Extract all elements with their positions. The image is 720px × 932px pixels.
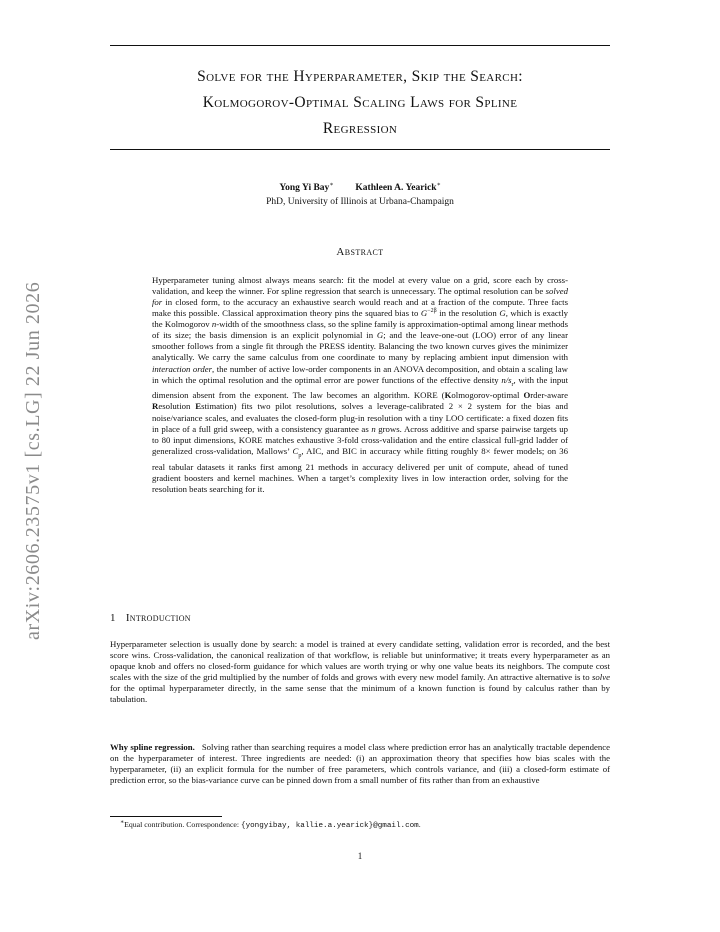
abstract-paragraph: Hyperparameter tuning almost always means search: fit the model at every value on a grid, score each by cross-validation, and keep the winner. For spline regression that search is unnecessary. The optimal resolution can be solved for in closed form, to the accuracy an exhaustive search would reach and at a fraction of the compute. Three facts make this possible. Classical approximation theory pins the squared bias to $G^{-2\beta}$ in the resolution G, which is exactly the Kolmogorov n-width of the smoothness class, so the spline family is approximation-optimal among linear methods of its size; the basis dimension is an explicit polynomial in G; and the leave-one-out (LOO) error of any linear smoother follows from a single fit through the PRESS identity. Balancing the two known curves gives the minimizer analytically. We carry the same calculus from one coordinate to many by replacing ambient input dimension with interaction order, the number of active low-order components in an ANOVA decomposition, and obtain a scaling law in which the optimal resolution and the optimal error are power functions of the effective density $n/s_r$, with the input dimension absent from the exponent. The law becomes an algorithm. KORE (Kolmogorov-optimal Order-aware Resolution Estimation) fits two pilot resolutions, solves a leverage-calibrated 2 × 2 system for the bias and noise/variance scales, and evaluates the closed-form plug-in resolution with a tiny LOO certificate: a fixed dozen fits in place of a full grid sweep, with a consistency guarantee as n grows. Across additive and sparse pairwise targets up to 80 input dimensions, KORE matches exhaustive 3-fold cross-validation and the entire classical full-grid ladder of generalized cross-validation, Mallows’ $C_p$, AIC, and BIC in accuracy while fitting roughly 8× fewer models; on 36 real tabular datasets it ranks first among 21 methods in accuracy delivered per unit of compute, ahead of tuned gradient boosters and kernel machines. When a target’s complexity lives in low interaction order, solving for the resolution beats searching for it. [152,275,569,494]
author-2-mark: ∗ [436,181,441,188]
author-1-name: Yong Yi Bay [279,183,330,193]
introduction-paragraph-2: Why spline regression. Solving rather than searching requires a model class where prediction error has an analytically tractable dependence on the hyperparameter of interest. Three ingredients are needed: (i) an approximation theory that specifies how bias scales with the hyperparameter, (ii) an explicit formula for the number of free parameters, which controls variance, and (iii) a closed-form estimate of prediction error, so the bias-variance curve can be pinned down from a small number of fits rather than from an exhaustive [110,742,613,786]
page-number: 1 [357,851,363,861]
author-affiliation: PhD, University of Illinois at Urbana-Champaign [266,197,454,207]
title-line-3: Regression [322,120,398,137]
author-2-name: Kathleen A. Yearick [355,183,437,193]
author-list [110,181,610,195]
abstract-body [152,275,568,495]
section-title: Introduction [125,612,191,624]
author-1-mark: ∗ [329,181,334,188]
title-line-2: Kolmogorov-Optimal Scaling Laws for Spline [202,94,518,111]
arxiv-sidebar-stamp: arXiv:2606.23575v1 [cs.LG] 22 Jun 2026 [22,281,44,640]
abstract-heading: Abstract [336,246,384,258]
footnote-rule [110,816,222,817]
title-rule-top [110,45,610,46]
paper-title [110,64,610,142]
title-rule-bottom [110,149,610,150]
section-heading-introduction [110,612,191,624]
paragraph-heading: Why spline regression. [110,742,195,752]
footnote: ∗Equal contribution. Correspondence: {yongyibay, kallie.a.yearick}@gmail.com. [120,819,421,830]
footnote-emails: {yongyibay, kallie.a.yearick}@gmail.com [241,822,419,830]
section-number: 1 [110,612,116,624]
title-line-1: Solve for the Hyperparameter, Skip the Search: [197,68,523,85]
introduction-paragraph-1: Hyperparameter selection is usually done by search: a model is trained at every candidate setting, validation error is recorded, and the best score wins. Cross-validation, the canonical realization of that workflow, is reliable but uninformative; it treats every hyperparameter as an opaque knob and offers no closed-form guidance for which values are worth trying or why one value beats its neighbors. The compute cost scales with the size of the grid multiplied by the number of folds and grows with every new model family. An attractive alternative is to solve for the optimal hyperparameter directly, in the same sense that the minimum of a known function is found by calculus rather than by tabulation. [110,639,610,705]
